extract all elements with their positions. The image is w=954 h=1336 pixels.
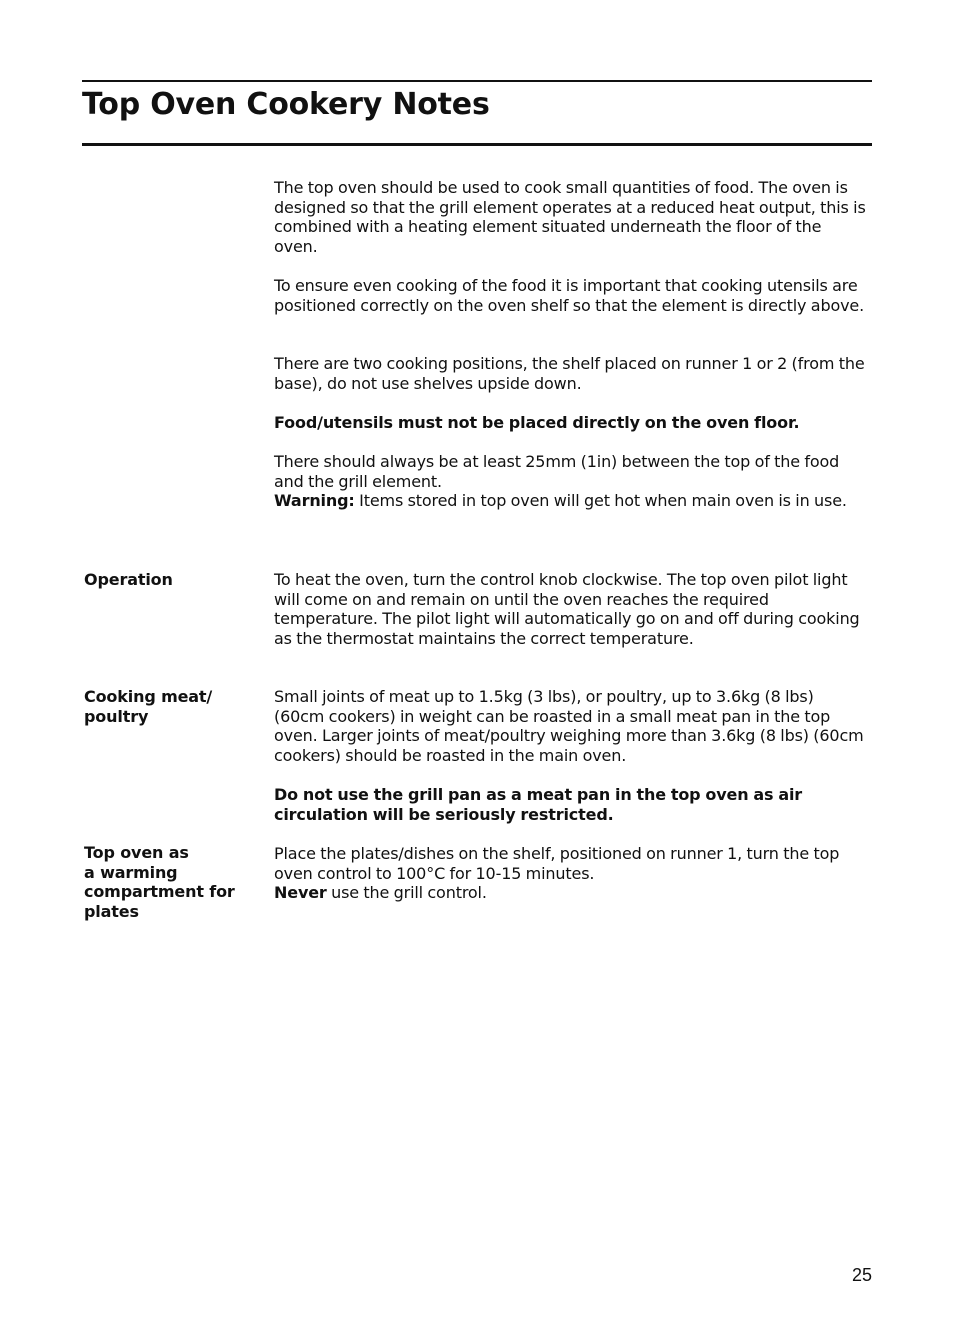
grill-clearance-block: [274, 452, 868, 511]
warning-note: [274, 491, 868, 511]
warming-label-line-2: a warming: [84, 862, 178, 882]
warming-label-line-1: Top oven as: [84, 843, 189, 862]
warming-label-line-4: plates: [84, 901, 139, 921]
title-bottom-rule: [82, 143, 872, 146]
cooking-meat-label-line-2: poultry: [84, 706, 149, 726]
warning-text: Items stored in top oven will get hot when main oven is in use.: [354, 491, 847, 511]
page-title: Top Oven Cookery Notes: [82, 87, 490, 122]
operation-label: Operation: [84, 570, 173, 589]
warming-text: Place the plates/dishes on the shelf, positioned on runner 1, turn the top oven control to 100°C for 10-15 minutes.: [274, 844, 840, 883]
page-number: 25: [851, 1265, 872, 1285]
never-text: use the grill control.: [326, 883, 487, 903]
warming-label: [84, 843, 259, 921]
warming-label-line-3: compartment for: [84, 882, 235, 902]
title-top-rule: [82, 80, 872, 82]
intro-paragraph-3: There are two cooking positions, the shelf placed on runner 1 or 2 (from the base), do not use shelves upside down.: [274, 354, 865, 393]
cooking-meat-text: Small joints of meat up to 1.5kg (3 lbs), or poultry, up to 3.6kg (8 lbs) (60cm cookers) in weight can be roasted in a small meat pan in the top oven. Larger joints of meat/poultry weighing more than 3.6kg (8 lbs) (60cm cookers) should be roasted in the main oven.: [274, 687, 864, 765]
never-note: [274, 883, 868, 903]
cooking-meat-label-line-1: Cooking meat/: [84, 687, 213, 706]
operation-text: To heat the oven, turn the control knob clockwise. The top oven pilot light will come on and remain on until the oven reaches the required temperature. The pilot light will automatically go on and off during cooking as the thermostat maintains the correct temperature.: [274, 570, 860, 648]
warming-block: [274, 844, 868, 903]
cooking-meat-label: [84, 687, 259, 726]
grill-clearance-text: There should always be at least 25mm (1in) between the top of the food and the grill element.: [274, 452, 840, 491]
intro-paragraph-2: To ensure even cooking of the food it is important that cooking utensils are positioned correctly on the oven shelf so that the element is directly above.: [274, 276, 865, 315]
grill-pan-caution: Do not use the grill pan as a meat pan in the top oven as air circulation will be seriously restricted.: [274, 785, 803, 824]
floor-caution: Food/utensils must not be placed directly on the oven floor.: [274, 413, 800, 432]
warning-label: Warning:: [274, 491, 355, 511]
never-label: Never: [274, 883, 327, 903]
intro-paragraph-1: The top oven should be used to cook small quantities of food. The oven is designed so that the grill element operates at a reduced heat output, this is combined with a heating element situated underneath the floor of the oven.: [274, 178, 866, 256]
